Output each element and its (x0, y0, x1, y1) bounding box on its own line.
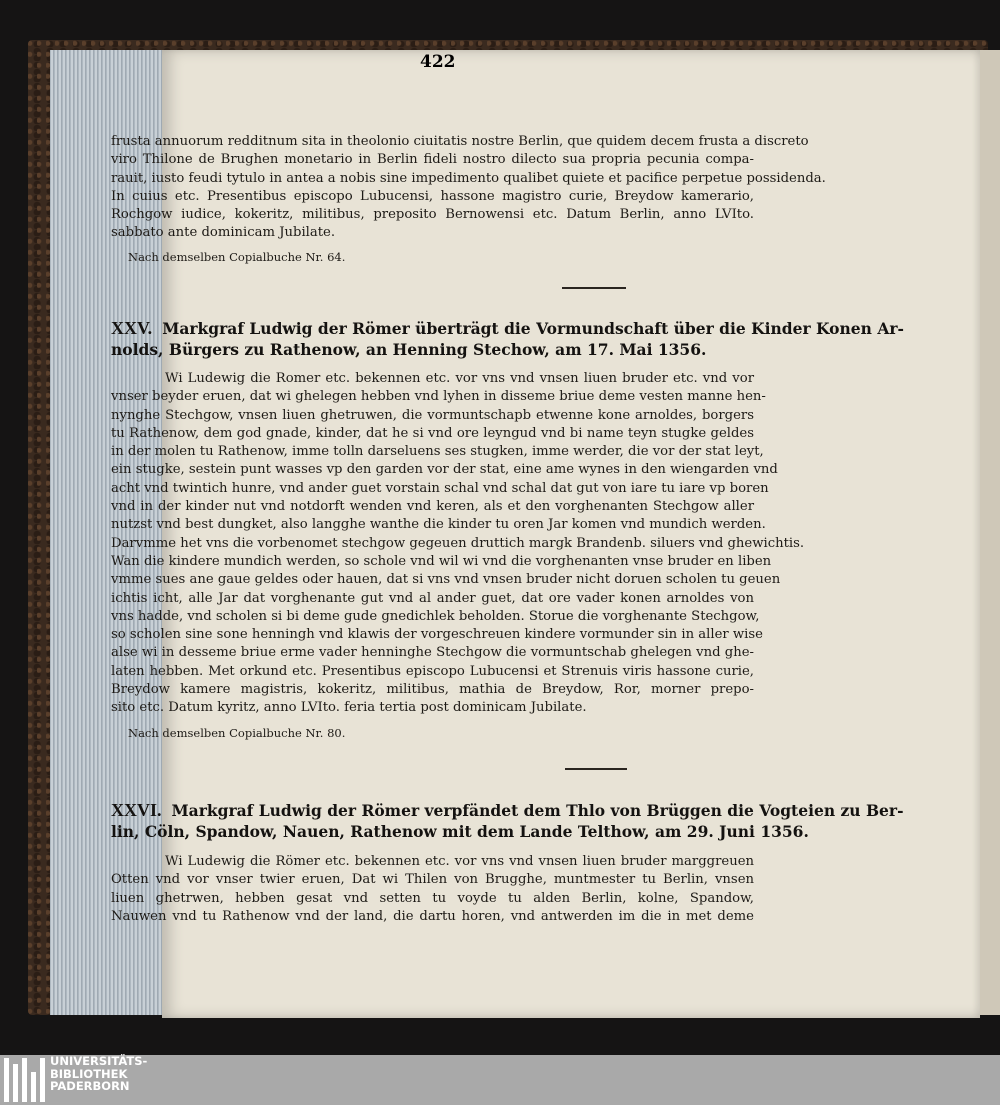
heading-line: nolds, Bürgers zu Rathenow, an Henning Stechow, am 17. Mai 1356. (111, 340, 707, 359)
text-line: Breydow kamere magistris, kokeritz, militibus, mathia de Breydow, Ror, morner prepo- (111, 682, 754, 698)
heading-numeral: XXV. (111, 318, 153, 338)
library-logo-icon (4, 1058, 46, 1102)
document-text-xxvi (111, 853, 754, 926)
section-divider (562, 287, 626, 289)
library-name-line: UNIVERSITÄTS- (50, 1054, 148, 1068)
text-line: ichtis icht, alle Jar dat vorghenante gut vnd al ander guet, dat ore vader konen arnoldes von (111, 590, 754, 606)
library-footer-bar (0, 1055, 1000, 1105)
library-name (50, 1055, 147, 1093)
text-line: Nauwen vnd tu Rathenow vnd der land, die dartu horen, vnd antwerden im die in met deme (111, 908, 754, 924)
text-line: laten hebben. Met orkund etc. Presentibus episcopo Lubucensi et Strenuis viris hassone curie, (111, 663, 754, 679)
text-line: nutzst vnd best dungket, also langghe wanthe die kinder tu oren Jar komen vnd mundich werden. (111, 517, 766, 533)
text-line: frusta annuorum redditnum sita in theolonio ciuitatis nostre Berlin, que quidem decem frusta a discreto (111, 134, 809, 149)
document-heading-xxv (111, 318, 904, 360)
heading-line: Markgraf Ludwig der Römer verpfändet dem Thlo von Brüggen die Vogteien zu Ber- (171, 801, 904, 820)
document-heading-xxvi (111, 800, 904, 842)
text-line: acht vnd twintich hunre, vnd ander guet vorstain schal vnd schal dat gut von iare tu iare vp boren (111, 480, 769, 496)
text-line: liuen ghetrwen, hebben gesat vnd setten tu voyde tu alden Berlin, kolne, Spandow, (111, 890, 754, 906)
text-line: sabbato ante dominicam Jubilate. (111, 225, 336, 241)
text-line: Darvmme het vns die vorbenomet stechgow gegeuen druttich margk Brandenb. siluers vnd ghewichtis. (111, 535, 805, 551)
text-line: Wi Ludewig die Romer etc. bekennen etc. vor vns vnd vnsen liuen bruder etc. vnd vor (165, 371, 754, 386)
text-line: in der molen tu Rathenow, imme tolln darseluens ses stugken, imme werder, die vor der stat leyt, (111, 444, 764, 460)
heading-line: Markgraf Ludwig der Römer überträgt die Vormundschaft über die Kinder Konen Ar- (162, 319, 904, 338)
text-line: so scholen sine sone henningh vnd klawis der vorgeschreuen kindere vormunder sin in aller wise (111, 627, 763, 643)
section-divider (565, 768, 627, 770)
text-line: sito etc. Datum kyritz, anno LVIto. feria tertia post dominicam Jubilate. (111, 700, 587, 716)
document-text-xxv (111, 370, 805, 718)
text-line: alse wi in desseme briue erme vader henninghe Stechgow die vormuntschab ghelegen vnd ghe- (111, 645, 754, 661)
text-line: tu Rathenow, dem god gnade, kinder, dat he si vnd ore leyngud vnd bi name teyn stugke geldes (111, 425, 754, 441)
source-note: Nach demselben Copialbuche Nr. 80. (128, 726, 346, 740)
library-name-line: PADERBORN (50, 1079, 130, 1093)
text-line: vnser beyder eruen, dat wi ghelegen hebben vnd lyhen in disseme briue deme vesten manne hen- (111, 389, 766, 405)
text-line: Wan die kindere mundich werden, so schole vnd wil wi vnd die vorghenanten vnse bruder en liben (111, 553, 772, 569)
paragraph-continuation (111, 133, 826, 243)
text-line: Wi Ludewig die Römer etc. bekennen etc. vor vns vnd vnsen liuen bruder marggreuen (165, 854, 754, 869)
text-line: vnd in der kinder nut vnd notdorft wenden vnd keren, als et den vorghenanten Stechgow aller (111, 499, 754, 515)
text-line: In cuius etc. Presentibus episcopo Lubucensi, hassone magistro curie, Breydow kamerario, (111, 188, 754, 204)
text-line: nynghe Stechgow, vnsen liuen ghetruwen, die vormuntschapb etwenne kone arnoldes, borgers (111, 407, 754, 423)
library-name-line: BIBLIOTHEK (50, 1066, 128, 1081)
text-line: viro Thilone de Brughen monetario in Berlin fideli nostro dilecto sua propria pecunia compa- (111, 152, 754, 168)
heading-numeral: XXVI. (111, 800, 162, 820)
text-line: rauit, iusto feudi tytulo in antea a nobis sine impedimento qualibet quiete et pacifice perpetue possidenda. (111, 170, 826, 186)
text-line: vmme sues ane gaue geldes oder hauen, dat si vns vnd vnsen bruder nicht doruen scholen tu geuen (111, 572, 781, 588)
text-line: Otten vnd vor vnser twier eruen, Dat wi Thilen von Brugghe, muntmester tu Berlin, vnsen (111, 872, 754, 888)
page-number: 422 (420, 52, 456, 72)
text-line: vns hadde, vnd scholen si bi deme gude gnedichlek beholden. Storue die vorghenante Stechgow, (111, 608, 760, 624)
heading-line: lin, Cöln, Spandow, Nauen, Rathenow mit dem Lande Telthow, am 29. Juni 1356. (111, 822, 809, 841)
source-note: Nach demselben Copialbuche Nr. 64. (128, 250, 346, 264)
text-line: ein stugke, sestein punt wasses vp den garden vor der stat, eine ame wynes in den wiengarden vnd (111, 462, 778, 478)
facing-page-edge (980, 50, 1000, 1015)
text-line: Rochgow iudice, kokeritz, militibus, preposito Bernowensi etc. Datum Berlin, anno LVIto. (111, 207, 754, 223)
